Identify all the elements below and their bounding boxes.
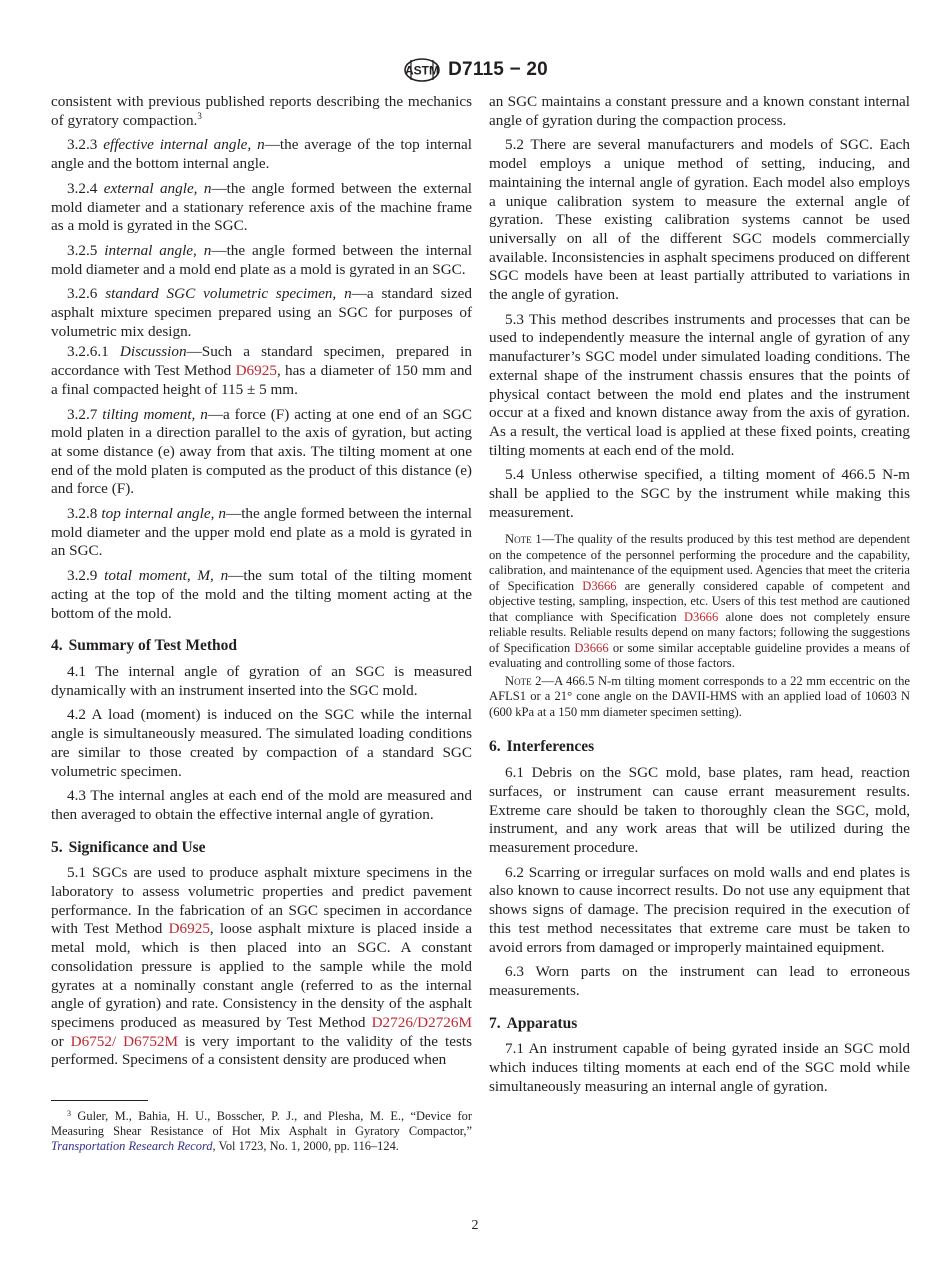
page-header [0,56,950,84]
note-1: Note 1—The quality of the results produced by this test method are dependent on the competence of the personnel performing the procedure and the capability, calibration, and maintenance of the equipment used. Agencies that meet the criteria of Specification D3666 are generally considered capable of competent and objective testing, sampling, inspection, etc. Users of this test method are cautioned that compliance with Specification D3666 alone does not completely ensure reliable results. Reliable results depend on many factors; following the suggestions of Specification D3666 or some similar acceptable guideline provides a means of evaluating and controlling some of those factors. [489,532,911,671]
definition-3-2-8: 3.2.8 top internal angle, n—the angle formed between the internal mold diameter and the upper mold end plate as a mold is gyrated in an SGC. [51,505,472,560]
section-heading-5: 5. Significance and Use [51,838,206,856]
link-d6925[interactable]: D6925 [168,920,210,938]
paragraph-6-3: 6.3 Worn parts on the instrument can lead to erroneous measurements. [489,963,910,999]
link-d6752[interactable]: D6752/ D6752M [70,1032,179,1050]
paragraph-7-1: 7.1 An instrument capable of being gyrated inside an SGC mold which induces tilting moments at each end of the SGC mold while simultaneously measuring an internal angle of gyration. [489,1040,910,1095]
footnote-3: $^3$ Guler, M., Bahia, H. U., Bosscher, P. J., and Plesha, M. E., “Device for Measuring Shear Resistance of Hot Mix Asphalt in Gyratory Compactor,” Transportation Research Record, Vol 1723, No. 1, 2000, pp. 116–124. [51,1109,472,1153]
paragraph-continuation: an SGC maintains a constant pressure and a known constant internal angle of gyration during the compaction process. [489,93,910,129]
definition-3-2-3: 3.2.3 effective internal angle, n—the average of the top internal angle and the bottom internal angle. [51,136,473,173]
footnote-divider [51,1100,148,1101]
right-column [489,93,910,1102]
paragraph-5-1: 5.1 SGCs are used to produce asphalt mixture specimens in the laboratory to assess volumetric properties and predict pavement performance. In the fabrication of an SGC specimen in accordance with Test Method D6925, loose asphalt mixture is placed inside a metal mold, which is then placed into an SGC. A constant consolidation pressure is applied to the sample while the mold gyrates at a nominally constant angle (referred to as the internal angle of gyration) and rate. Consistency in the density of the asphalt specimens produced as measured by Test Method D2726/D2726M or D6752/ D6752M is very important to the validity of the tests performed. Specimens of a consistent density are produced when [51,864,472,1069]
footnote-ref[interactable]: 3 [197,110,202,121]
definition-3-2-5: 3.2.5 internal angle, n—the angle formed between the internal mold diameter and a mold end plate as a mold is gyrated in an SGC. [51,241,472,278]
paragraph-4-3: 4.3 The internal angles at each end of the mold are measured and then averaged to obtain the effective internal angle of gyration. [51,787,472,823]
link-d3666[interactable]: D3666 [683,609,719,624]
paragraph: consistent with previous published reports describing the mechanics of gyratory compaction.$^3$ [51,93,472,129]
definition-3-2-4: 3.2.4 external angle, n—the angle formed between the external mold diameter and a stationary reference axis of the machine frame as a mold is gyrated in the SGC. [51,179,472,235]
paragraph-5-4: 5.4 Unless otherwise specified, a tilting moment of 466.5 N-m shall be applied to the SGC by the instrument while making this measurement. [489,466,910,521]
svg-text:ASTM: ASTM [405,63,440,78]
paragraph-5-2: 5.2 There are several manufacturers and models of SGC. Each model employs a unique method of setting, inducing, and maintaining the internal angle of gyration. Each model also employs a unique calibration system to measure the external angle of gyration. These existing calibration systems cannot be used universally on all of the different SGC models commercially available. Inconsistencies in asphalt specimens produced on different SGC models have been at least partially attributed to variations in the angle of gyration. [489,136,910,304]
left-column [51,93,472,1153]
astm-logo-icon [402,57,442,83]
section-heading-4: 4. Summary of Test Method [51,637,237,655]
paragraph-4-2: 4.2 A load (moment) is induced on the SGC while the internal angle is simultaneously measured. The simulated loading conditions are similar to those created by compaction of a standard SGC volumetric specimen. [51,706,472,780]
link-d3666[interactable]: D3666 [582,578,617,593]
paragraph-6-2: 6.2 Scarring or irregular surfaces on mold walls and end plates is also known to cause incorrect results. Do not use any equipment that shows signs of damage. The precision required in the execution of this test method necessitates that extreme care must be taken to avoid errors from damaged or improperly maintained equipment. [489,863,910,956]
link-d2726[interactable]: D2726/D2726M [371,1013,472,1031]
definition-3-2-7: 3.2.7 tilting moment, n—a force (F) acting at one end of an SGC mold platen in a direction parallel to the axis of gyration, but acting at some distance (e) away from that axis. The tilting moment at one end of the mold platen is computed as the product of this distance (e) and force (F). [51,405,473,498]
section-heading-6: 6. Interferences [489,738,595,756]
section-heading-7: 7. Apparatus [489,1014,578,1032]
document-designation: D7115 − 20 [448,59,548,80]
link-d3666[interactable]: D3666 [574,640,609,655]
note-2: Note 2—A 466.5 N-m tilting moment corresponds to a 22 mm eccentric on the AFLS1 or a 21° cone angle on the DAVII-HMS with an applied load of 10603 N (600 kPa at a 150 mm diameter specimen setting). [489,673,910,719]
definition-3-2-9: 3.2.9 total moment, M, n—the sum total of the tilting moment acting at the top of the mold and the tilting moment acting at the bottom of the mold. [51,567,472,622]
link-journal[interactable]: Transportation Research Record [51,1138,213,1153]
discussion-3-2-6-1: 3.2.6.1 Discussion—Such a standard specimen, prepared in accordance with Test Method D6925, has a diameter of 150 mm and a final compacted height of 115 ± 5 mm. [51,343,473,398]
page-number: 2 [471,1218,479,1233]
link-d6925[interactable]: D6925 [235,362,277,380]
paragraph-4-1: 4.1 The internal angle of gyration of an SGC is measured dynamically with an instrument inserted into the SGC mold. [51,662,472,699]
definition-3-2-6: 3.2.6 standard SGC volumetric specimen, n—a standard sized asphalt mixture specimen prepared using an SGC for purposes of volumetric mix design. [51,285,473,340]
paragraph-5-3: 5.3 This method describes instruments and processes that can be used to independently measure the internal angle of gyration of any manufacturer’s SGC model under simulated loading conditions. The external shape of the instrument chassis ensures that the points of physical contact between the mold end plates and the instrument occur at a fixed and known distance away from the axis of gyration. As a result, the vertical load is applied at these fixed points, creating tilting moments at each end of the mold. [489,310,910,459]
paragraph-6-1: 6.1 Debris on the SGC mold, base plates, ram head, reaction surfaces, or instrument can cause errant measurement results. Extreme care should be taken to thoroughly clean the SGC, mold, instrument, and any work areas that will be utilized during the measurement procedure. [489,764,910,856]
